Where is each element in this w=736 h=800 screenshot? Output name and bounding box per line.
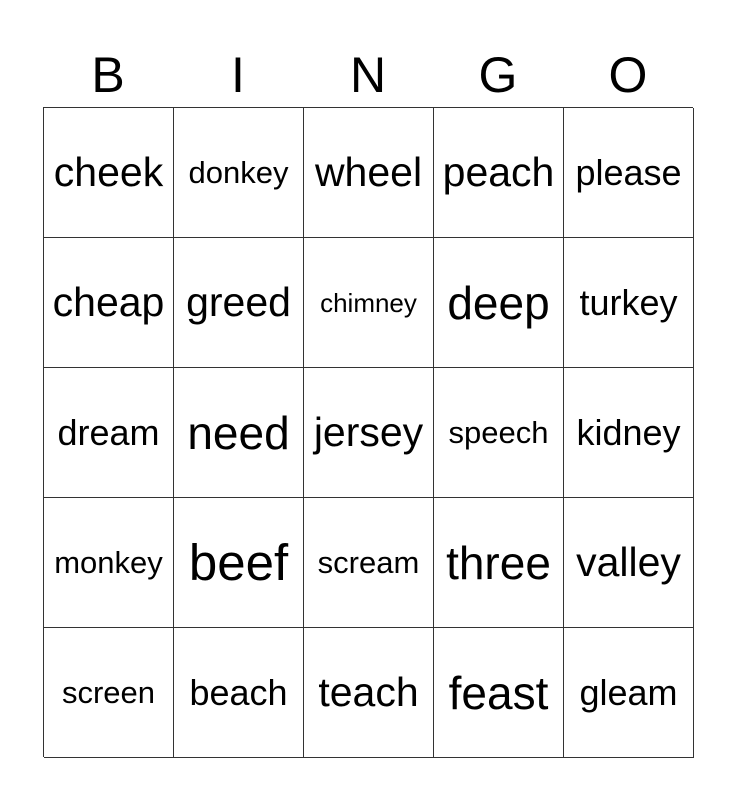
bingo-cell[interactable]: kidney	[564, 368, 694, 498]
bingo-cell[interactable]: need	[174, 368, 304, 498]
bingo-cell[interactable]: wheel	[304, 108, 434, 238]
bingo-cell[interactable]: donkey	[174, 108, 304, 238]
bingo-cell[interactable]: speech	[434, 368, 564, 498]
bingo-cell[interactable]: teach	[304, 628, 434, 758]
bingo-cell[interactable]: scream	[304, 498, 434, 628]
bingo-cell[interactable]: beef	[174, 498, 304, 628]
bingo-cell[interactable]: cheek	[44, 108, 174, 238]
header-letter-g: G	[478, 47, 518, 103]
header-letter-o: O	[608, 47, 648, 103]
bingo-cell[interactable]: cheap	[44, 238, 174, 368]
bingo-cell[interactable]: please	[564, 108, 694, 238]
bingo-cell[interactable]: valley	[564, 498, 694, 628]
bingo-cell[interactable]: three	[434, 498, 564, 628]
bingo-cell[interactable]: dream	[44, 368, 174, 498]
header-letter-b: B	[91, 47, 125, 103]
bingo-cell[interactable]: jersey	[304, 368, 434, 498]
bingo-cell[interactable]: screen	[44, 628, 174, 758]
bingo-cell[interactable]: deep	[434, 238, 564, 368]
bingo-header	[43, 42, 693, 108]
bingo-cell[interactable]: chimney	[304, 238, 434, 368]
bingo-cell[interactable]: monkey	[44, 498, 174, 628]
bingo-cell[interactable]: beach	[174, 628, 304, 758]
bingo-cell[interactable]: peach	[434, 108, 564, 238]
bingo-cell[interactable]: gleam	[564, 628, 694, 758]
bingo-cell[interactable]: turkey	[564, 238, 694, 368]
bingo-board	[43, 107, 693, 757]
header-letter-n: N	[349, 47, 387, 103]
bingo-cell[interactable]: greed	[174, 238, 304, 368]
header-letter-i: I	[231, 47, 245, 103]
bingo-cell[interactable]: feast	[434, 628, 564, 758]
